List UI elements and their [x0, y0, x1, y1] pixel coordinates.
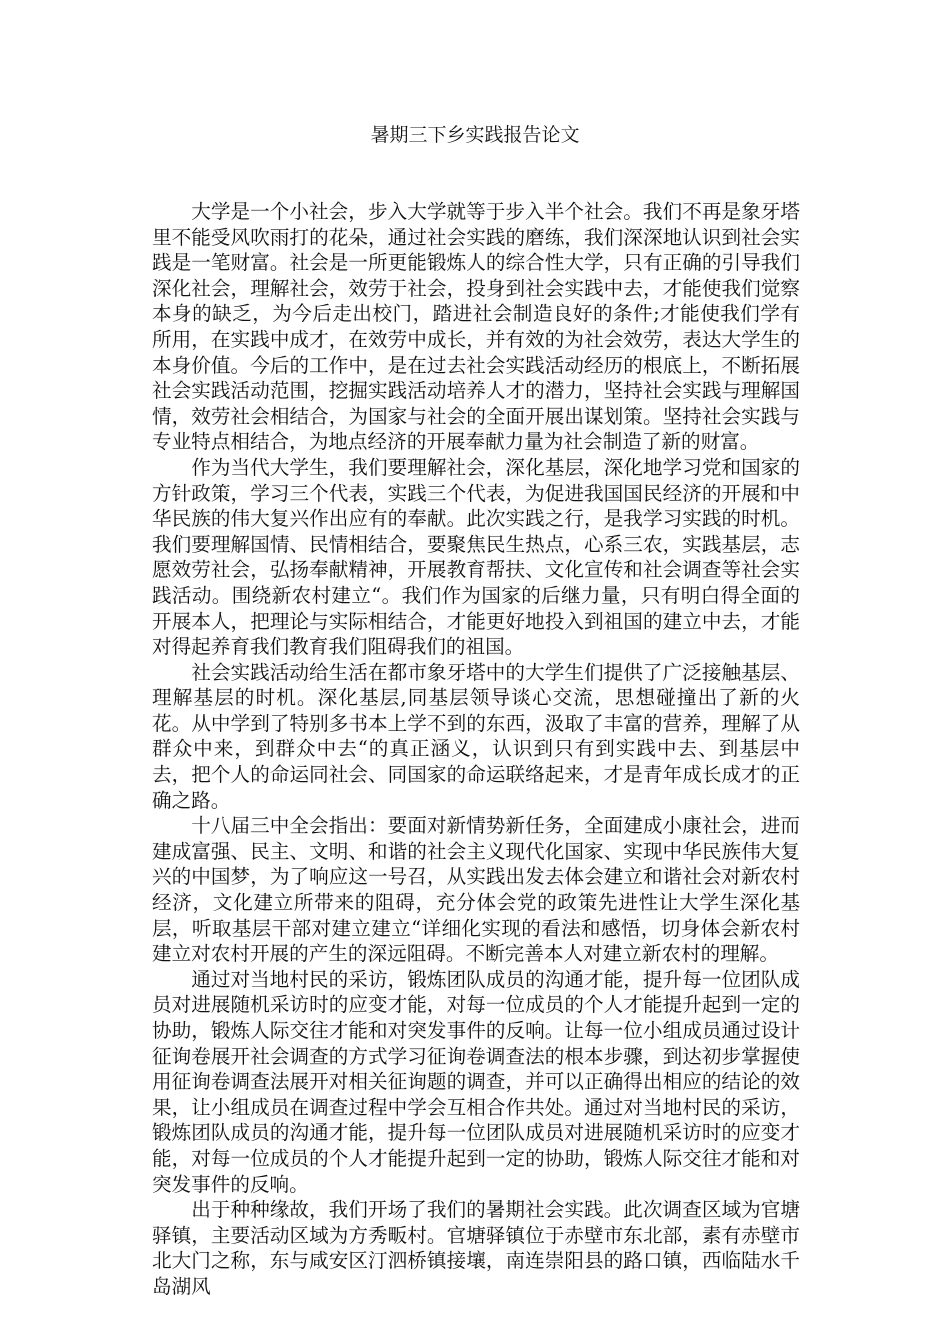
paragraph-6: 出于种种缘故，我们开场了我们的暑期社会实践。此次调查区域为官塘驿镇，主要活动区域为方秀畈村。官塘驿镇位于赤壁市东北部，素有赤壁市北大门之称，东与咸安区汀泗桥镇接壤，南连崇阳县的路口镇，西临陆水千岛湖风	[152, 1198, 800, 1298]
paragraph-4: 十八届三中全会指出：要面对新情势新任务，全面建成小康社会，进而建成富强、民主、文明、和谐的社会主义现代化国家、实现中华民族伟大复兴的中国梦，为了响应这一号召，从实践出发去体会建立和谐社会对新农村经济，文化建立所带来的阻碍，充分体会党的政策先进性让大学生深化基层，听取基层干部对建立建立“详细化实现的看法和感悟，切身体会新农村建立对农村开展的产生的深远阻碍。不断完善本人对建立新农村的理解。	[152, 814, 800, 966]
paragraph-3: 社会实践活动给生活在都市象牙塔中的大学生们提供了广泛接触基层、理解基层的时机。深化基层,同基层领导谈心交流，思想碰撞出了新的火花。从中学到了特别多书本上学不到的东西，汲取了丰富的营养，理解了从群众中来，到群众中去“的真正涵义，认识到只有到实践中去、到基层中去，把个人的命运同社会、同国家的命运联络起来，才是青年成长成才的正确之路。	[152, 660, 800, 812]
paragraph-5: 通过对当地村民的采访，锻炼团队成员的沟通才能，提升每一位团队成员对进展随机采访时的应变才能，对每一位成员的个人才能提升起到一定的协助，锻炼人际交往才能和对突发事件的反响。让每一位小组成员通过设计征询卷展开社会调查的方式学习征询卷调查法的根本步骤，到达初步掌握使用征询卷调查法展开对相关征询题的调查，并可以正确得出相应的结论的效果，让小组成员在调查过程中学会互相合作共处。通过对当地村民的采访，锻炼团队成员的沟通才能，提升每一位团队成员对进展随机采访时的应变才能，对每一位成员的个人才能提升起到一定的协助，锻炼人际交往才能和对突发事件的反响。	[152, 967, 800, 1196]
paragraph-1: 大学是一个小社会，步入大学就等于步入半个社会。我们不再是象牙塔里不能受风吹雨打的花朵，通过社会实践的磨练，我们深深地认识到社会实践是一笔财富。社会是一所更能锻炼人的综合性大学，只有正确的引导我们深化社会，理解社会，效劳于社会，投身到社会实践中去，才能使我们觉察本身的缺乏，为今后走出校门，踏进社会制造良好的条件;才能使我们学有所用，在实践中成才，在效劳中成长，并有效的为社会效劳，表达大学生的本身价值。今后的工作中，是在过去社会实践活动经历的根底上，不断拓展社会实践活动范围，挖掘实践活动培养人才的潜力，坚持社会实践与理解国情，效劳社会相结合，为国家与社会的全面开展出谋划策。坚持社会实践与专业特点相结合，为地点经济的开展奉献力量为社会制造了新的财富。	[152, 200, 800, 454]
paragraph-2: 作为当代大学生，我们要理解社会，深化基层，深化地学习党和国家的方针政策，学习三个代表，实践三个代表，为促进我国国民经济的开展和中华民族的伟大复兴作出应有的奉献。此次实践之行，是我学习实践的时机。我们要理解国情、民情相结合，要聚焦民生热点，心系三农，实践基层，志愿效劳社会，弘扬奉献精神，开展教育帮扶、文化宣传和社会调查等社会实践活动。围绕新农村建立“。我们作为国家的后继力量，只有明白得全面的开展本人，把理论与实际相结合，才能更好地投入到祖国的建立中去，才能对得起养育我们教育我们阻碍我们的祖国。	[152, 455, 800, 659]
document-title: 暑期三下乡实践报告论文	[370, 124, 580, 146]
document-body	[152, 199, 800, 1300]
